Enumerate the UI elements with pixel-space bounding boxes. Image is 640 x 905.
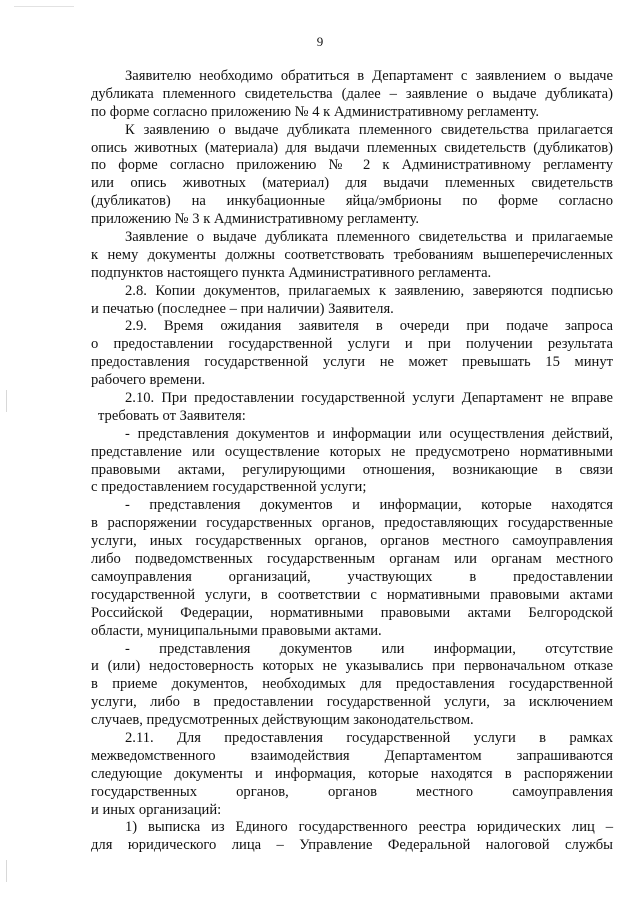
text-line: рабочего времени. xyxy=(91,372,206,389)
text-line: Заявителю необходимо обратиться в Департамент с заявлением о выдаче xyxy=(125,68,613,84)
document-body xyxy=(91,68,613,855)
text-line: по форме согласно приложению № 4 к Административному регламенту. xyxy=(91,103,540,120)
text-line: правовыми актами, регулирующими отношения, возникающие в связи xyxy=(91,461,613,478)
text-line: или опись животных (материал) для выдачи племенных свидетельств xyxy=(91,175,613,192)
text-line: приложению № 3 к Административному регламенту. xyxy=(91,211,420,228)
text-line: по форме согласно приложению № 2 к Административному регламенту xyxy=(91,157,613,174)
text-line: самоуправления организаций, участвующих в предоставлении xyxy=(91,568,613,585)
text-line: услуги, либо в предоставлении государственной услуги, за исключением xyxy=(91,694,613,711)
text-line: подпунктов настоящего пункта Административного регламента. xyxy=(91,264,492,281)
text-line: с предоставлением государственной услуги; xyxy=(91,479,367,496)
text-line: дубликата племенного свидетельства (далее – заявление о выдаче дубликата) xyxy=(91,85,613,102)
text-line: межведомственного взаимодействия Департаментом запрашиваются xyxy=(91,747,613,764)
paragraph xyxy=(91,68,613,122)
text-line: услуги, иных государственных органов, органов местного самоуправления xyxy=(91,533,613,550)
text-line: Российской Федерации, нормативными правовыми актами Белгородской xyxy=(91,604,613,621)
text-line: государственных органов, органов местного самоуправления xyxy=(91,783,613,800)
text-line: - представления документов и информации, которые находятся xyxy=(125,497,613,514)
paragraph xyxy=(91,819,613,855)
scan-artifact xyxy=(6,390,7,412)
paragraph xyxy=(91,641,613,730)
text-line: области, муниципальными правовыми актами. xyxy=(91,622,382,639)
text-line: к нему документы должны соответствовать требованиям вышеперечисленных xyxy=(91,246,613,263)
text-line: 2.8. Копии документов, прилагаемых к заявлению, заверяются подписью xyxy=(125,282,613,299)
paragraph xyxy=(91,318,613,390)
text-line: государственной услуги, в соответствии с нормативными правовыми актами xyxy=(91,586,613,603)
text-line: и иных организаций: xyxy=(91,801,222,818)
text-line: требовать от Заявителя: xyxy=(98,407,246,424)
text-line: следующие документы и информация, которые находятся в распоряжении xyxy=(91,765,613,782)
text-line: и печатью (последнее – при наличии) Заявителя. xyxy=(91,300,394,317)
scan-artifact xyxy=(6,860,7,882)
paragraph xyxy=(91,229,613,283)
text-line: либо подведомственных государственным органам или органам местного xyxy=(91,551,613,568)
text-line: (дубликатов) на инкубационные яйца/эмбрионы по форме согласно xyxy=(91,193,613,210)
text-line: представление или осуществление которых не предусмотрено нормативными xyxy=(91,443,613,460)
paragraph xyxy=(91,283,613,319)
scan-artifact xyxy=(14,6,74,7)
text-line: в приеме документов, необходимых для предоставления государственной xyxy=(91,676,613,693)
text-line: 1) выписка из Единого государственного реестра юридических лиц – xyxy=(125,819,613,836)
paragraph xyxy=(91,122,613,229)
text-line: - представления документов и информации или осуществления действий, xyxy=(125,425,613,442)
paragraph xyxy=(91,390,613,426)
text-line: 2.9. Время ожидания заявителя в очереди при подаче запроса xyxy=(125,318,613,335)
text-line: предоставления государственной услуги не может превышать 15 минут xyxy=(91,354,613,371)
text-line: и (или) недостоверность которых не указывались при первоначальном отказе xyxy=(91,658,613,675)
text-line: 2.11. Для предоставления государственной услуги в рамках xyxy=(125,729,613,746)
text-line: К заявлению о выдаче дубликата племенного свидетельства прилагается xyxy=(125,121,613,138)
text-line: Заявление о выдаче дубликата племенного свидетельства и прилагаемые xyxy=(125,229,613,246)
text-line: для юридического лица – Управление Федеральной налоговой службы xyxy=(91,837,613,854)
text-line: - представления документов или информации, отсутствие xyxy=(125,640,613,657)
text-line: опись животных (материала) для выдачи племенных свидетельств (дубликатов) xyxy=(91,139,613,156)
paragraph xyxy=(91,730,613,819)
text-line: 2.10. При предоставлении государственной услуги Департамент не вправе xyxy=(125,390,613,407)
paragraph xyxy=(91,426,613,498)
text-line: случаев, предусмотренных действующим законодательством. xyxy=(91,712,474,729)
paragraph xyxy=(91,497,613,640)
text-line: о предоставлении государственной услуги и при получении результата xyxy=(91,336,613,353)
page-number: 9 xyxy=(316,34,324,49)
text-line: в распоряжении государственных органов, предоставляющих государственные xyxy=(91,515,613,532)
